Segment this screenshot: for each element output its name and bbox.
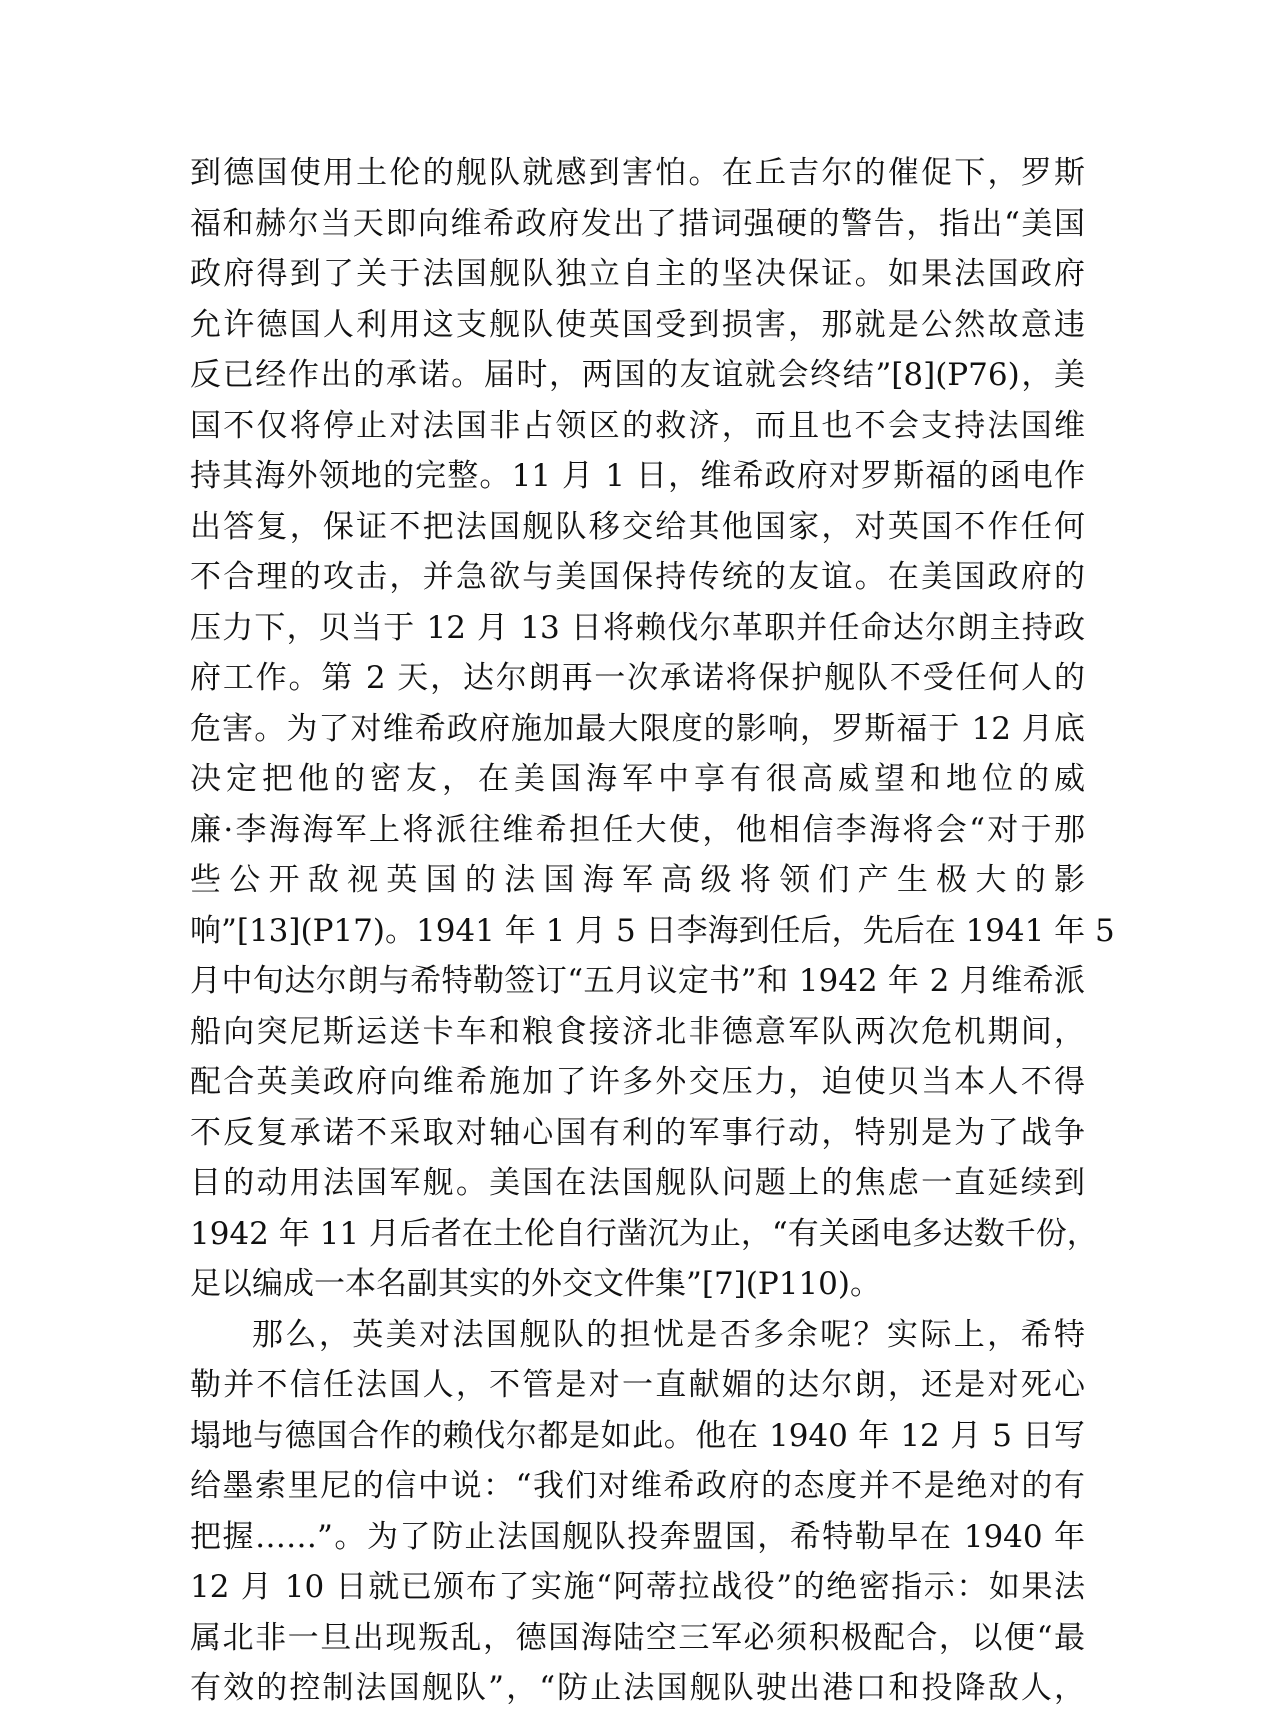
text-line: 月中旬达尔朗与希特勒签订“五月议定书”和 1942 年 2 月维希派: [190, 963, 1085, 999]
text-line: 允许德国人利用这支舰队使英国受到损害，那就是公然故意违: [190, 306, 1085, 343]
text-line: 政府得到了关于法国舰队独立自主的坚决保证。如果法国政府: [190, 256, 1085, 292]
text-line: 给墨索里尼的信中说：“我们对维希政府的态度并不是绝对的有: [190, 1468, 1085, 1504]
text-line: 到德国使用土伦的舰队就感到害怕。在丘吉尔的催促下，罗斯: [190, 155, 1085, 191]
text-line: 有效的控制法国舰队”，“防止法国舰队驶出港口和投降敌人，: [190, 1670, 1085, 1706]
text-line: 不反复承诺不采取对轴心国有利的军事行动，特别是为了战争: [190, 1114, 1085, 1151]
text-line: 属北非一旦出现叛乱，德国海陆空三军必须积极配合，以便“最: [190, 1619, 1085, 1656]
text-line: 那么，英美对法国舰队的担忧是否多余呢？实际上，希特: [252, 1316, 1085, 1353]
text-line: 把握……”。为了防止法国舰队投奔盟国，希特勒早在 1940 年: [190, 1518, 1085, 1555]
text-line: 目的动用法国军舰。美国在法国舰队问题上的焦虑一直延续到: [190, 1165, 1085, 1201]
text-line: 些公开敌视英国的法国海军高级将领们产生极大的影: [190, 862, 1085, 898]
text-line: 廉·李海海军上将派往维希担任大使，他相信李海将会“对于那: [190, 811, 1085, 848]
text-line: 足以编成一本名副其实的外交文件集”[7](P110)。: [190, 1266, 881, 1302]
text-line: 配合英美政府向维希施加了许多外交压力，迫使贝当本人不得: [190, 1064, 1085, 1100]
text-line: 出答复，保证不把法国舰队移交给其他国家，对英国不作任何: [190, 508, 1085, 545]
text-line: 12 月 10 日就已颁布了实施“阿蒂拉战役”的绝密指示：如果法: [190, 1569, 1085, 1605]
text-line: 国不仅将停止对法国非占领区的救济，而且也不会支持法国维: [190, 407, 1085, 444]
text-line: 响”[13](P17)。1941 年 1 月 5 日李海到任后，先后在 1941 年 5: [190, 912, 1115, 949]
text-line: 压力下，贝当于 12 月 13 日将赖伐尔革职并任命达尔朗主持政: [190, 609, 1085, 646]
text-line: 福和赫尔当天即向维希政府发出了措词强硬的警告，指出“美国: [190, 205, 1085, 242]
text-line: 危害。为了对维希政府施加最大限度的影响，罗斯福于 12 月底: [190, 710, 1085, 747]
text-line: 决定把他的密友，在美国海军中享有很高威望和地位的威: [190, 761, 1085, 797]
text-line: 船向突尼斯运送卡车和粮食接济北非德意军队两次危机期间，: [190, 1013, 1085, 1050]
text-line: 塌地与德国合作的赖伐尔都是如此。他在 1940 年 12 月 5 日写: [190, 1417, 1085, 1454]
body-text: [190, 148, 1115, 1714]
text-line: 1942 年 11 月后者在土伦自行凿沉为止，“有关函电多达数千份，: [190, 1215, 1098, 1252]
text-line: 持其海外领地的完整。11 月 1 日，维希政府对罗斯福的函电作: [190, 458, 1085, 494]
text-line: 反已经作出的承诺。届时，两国的友谊就会终结”[8](P76)，美: [190, 357, 1085, 393]
text-line: 不合理的攻击，并急欲与美国保持传统的友谊。在美国政府的: [190, 559, 1085, 595]
text-line: 府工作。第 2 天，达尔朗再一次承诺将保护舰队不受任何人的: [190, 660, 1085, 696]
text-line: 勒并不信任法国人，不管是对一直献媚的达尔朗，还是对死心: [190, 1367, 1085, 1403]
